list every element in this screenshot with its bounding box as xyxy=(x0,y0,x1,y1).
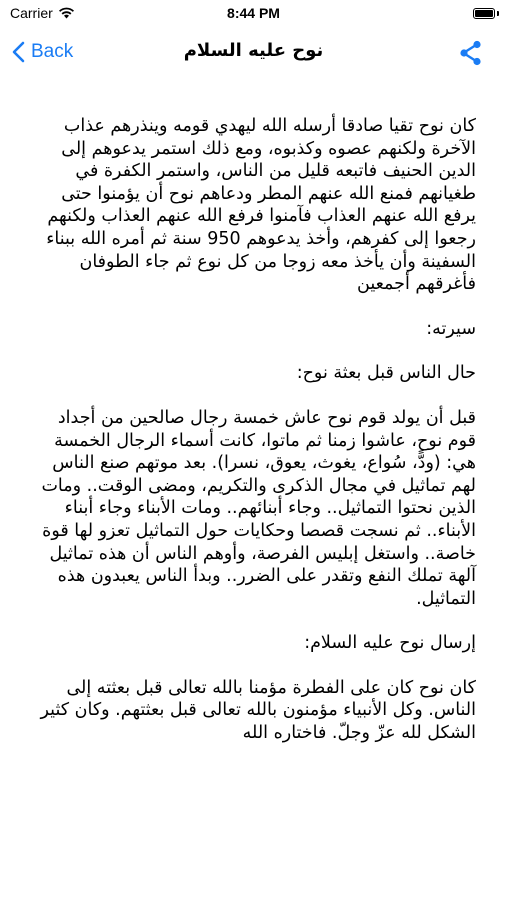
sending-noah-paragraph: كان نوح كان على الفطرة مؤمنا بالله تعالى قبل بعثته إلى الناس. وكل الأنبياء مؤمنون بالله تعالى قبل بعثتهم. وكان كثير الشكل لله عزّ وجلّ. فاختاره الله xyxy=(40,677,476,744)
page-title: نوح عليه السلام xyxy=(183,40,324,61)
carrier-label: Carrier xyxy=(10,5,53,21)
share-button[interactable] xyxy=(457,39,485,67)
intro-paragraph: كان نوح تقيا صادقا أرسله الله ليهدي قومه وينذرهم عذاب الآخرة ولكنهم عصوه وكذبوه، ومع ذلك استمر يدعوهم إلى الدين الحنيف فاتبعه قليل من الناس، واستمر الكفرة في طغيانهم فمنع الله عنهم المطر ودعاهم نوح أن يؤمنوا حتى يرفع الله عنهم العذاب فآمنوا فرفع الله عنهم العذاب ولكنهم رجعوا إلى كفرهم، وأخذ يدعوهم 950 سنة ثم أمره الله ببناء السفينة وأن يأخذ معه زوجا من كل نوع ثم جاء الطوفان فأغرقهم أجمعين xyxy=(46,116,476,295)
status-time: 8:44 PM xyxy=(227,5,280,21)
navigation-bar xyxy=(0,30,507,74)
battery-icon xyxy=(473,8,495,19)
section-heading-sending-noah: إرسال نوح عليه السلام: xyxy=(304,633,476,654)
battery-tip xyxy=(497,11,499,16)
share-icon xyxy=(457,39,485,67)
section-heading-biography: سيرته: xyxy=(426,318,476,339)
article-body xyxy=(30,115,476,767)
back-label: Back xyxy=(31,41,74,62)
before-mission-paragraph: قبل أن يولد قوم نوح عاش خمسة رجال صالحين من أجداد قوم نوح، عاشوا زمنا ثم ماتوا، كانت أسماء الرجال الخمسة هي: (ودًّ، سُواع، يغوث، يعوق، نسرا). بعد موتهم صنع الناس لهم تماثيل في مجال الذكرى والتكريم، ومضى الوقت.. ومات الذين نحتوا التماثيل.. وجاء أبنائهم.. ومات الأبناء وجاء أبناء الأبناء.. ثم نسجت قصصا وحكايات حول التماثيل تعزو لها قوة خاصة.. واستغل إبليس الفرصة، وأوهم الناس أن هذه تماثيل آلهة تملك النفع وتقدر على الضرر.. وبدأ الناس يعبدون هذه التماثيل. xyxy=(41,407,476,609)
battery-level xyxy=(475,10,493,17)
status-bar xyxy=(0,0,507,30)
section-heading-before-mission: حال الناس قبل بعثة نوح: xyxy=(296,363,476,384)
